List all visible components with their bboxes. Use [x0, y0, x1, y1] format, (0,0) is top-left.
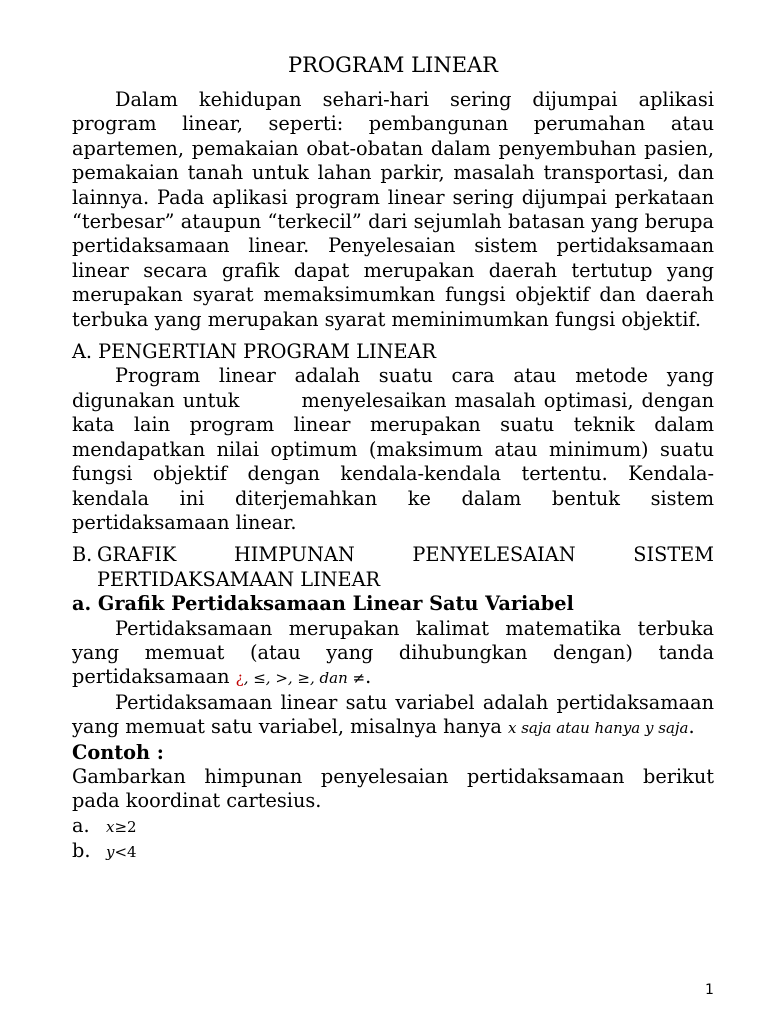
example-item-expr: ≥2: [114, 817, 137, 836]
section-a-text-rest: menyelesaikan masalah optimasi, dengan kata lain program linear merupakan suatu teknik dalam mendapatkan nilai optimum (maksimum atau minimum) suatu fungsi objektif dengan kendala-kendala tertentu. Kendala-kendala ini diterjemahkan ke dalam bentuk sistem pertidaksamaan linear.: [72, 388, 714, 534]
inequality-symbols: ¿, ≤, >, ≥, dan ≠: [235, 669, 366, 688]
subsection-a-heading: a. Grafik Pertidaksamaan Linear Satu Variabel: [72, 592, 574, 616]
example-text: Gambarkan himpunan penyelesaian pertidaksamaan berikut pada koordinat cartesius.: [72, 764, 714, 813]
section-a-paragraph: [72, 364, 714, 535]
section-b-heading: [72, 543, 714, 592]
single-variable-math: x saja atau hanya y saja: [507, 719, 689, 738]
intro-paragraph: Dalam kehidupan sehari-hari sering dijumpai aplikasi program linear, seperti: pembangunan perumahan atau apartemen, pemakaian obat-obatan dalam penyembuhan pasien, pemakaian tanah untuk lahan parkir, masalah transportasi, dan lainnya. Pada aplikasi program linear sering dijumpai perkataan “terbesar” ataupun “terkecil” dari sejumlah batasan yang berupa pertidaksamaan linear. Penyelesaian sistem pertidaksamaan linear secara grafik dapat merupakan daerah tertutup yang merupakan syarat memaksimumkan fungsi objektif dan daerah terbuka yang merupakan syarat meminimumkan fungsi objektif.: [72, 88, 714, 331]
section-a-text-start: Program linear adalah suatu cara atau metode yang digunakan untuk: [72, 364, 714, 412]
section-b-number: B.: [72, 543, 93, 567]
section-b-heading-line2: PERTIDAKSAMAAN LINEAR: [97, 567, 381, 591]
example-item-label: b.: [72, 839, 91, 863]
section-b-heading-line1: GRAFIK HIMPUNAN PENYELESAIAN SISTEM: [97, 543, 714, 567]
section-a-heading: A. PENGERTIAN PROGRAM LINEAR: [72, 340, 436, 364]
page-number: 1: [705, 982, 714, 998]
example-label: Contoh :: [72, 740, 164, 764]
example-item-var: y: [106, 843, 115, 862]
document-title: PROGRAM LINEAR: [287, 53, 498, 77]
document-page: [72, 52, 714, 865]
example-item-a: [72, 814, 714, 839]
single-variable-text: Pertidaksamaan linear satu variabel adalah pertidaksamaan yang memuat satu variabel, misalnya hanya: [72, 690, 714, 739]
example-item-label: a.: [72, 813, 90, 837]
inequality-paragraph: Pertidaksamaan merupakan kalimat matematika terbuka yang memuat (atau yang dihubungkan dengan) tanda pertidaksamaan ¿, ≤, >, ≥, dan ≠.: [72, 616, 714, 689]
example-item-expr: <4: [114, 843, 137, 862]
inequality-text: Pertidaksamaan merupakan kalimat matematika terbuka yang memuat (atau yang dihubungkan dengan) tanda pertidaksamaan: [72, 616, 714, 689]
example-item-var: x: [106, 817, 115, 836]
single-variable-paragraph: Pertidaksamaan linear satu variabel adalah pertidaksamaan yang memuat satu variabel, misalnya hanya x saja atau hanya y saja.: [72, 690, 714, 739]
example-item-b: [72, 839, 714, 864]
inequality-symbol-red: ¿: [235, 669, 244, 688]
